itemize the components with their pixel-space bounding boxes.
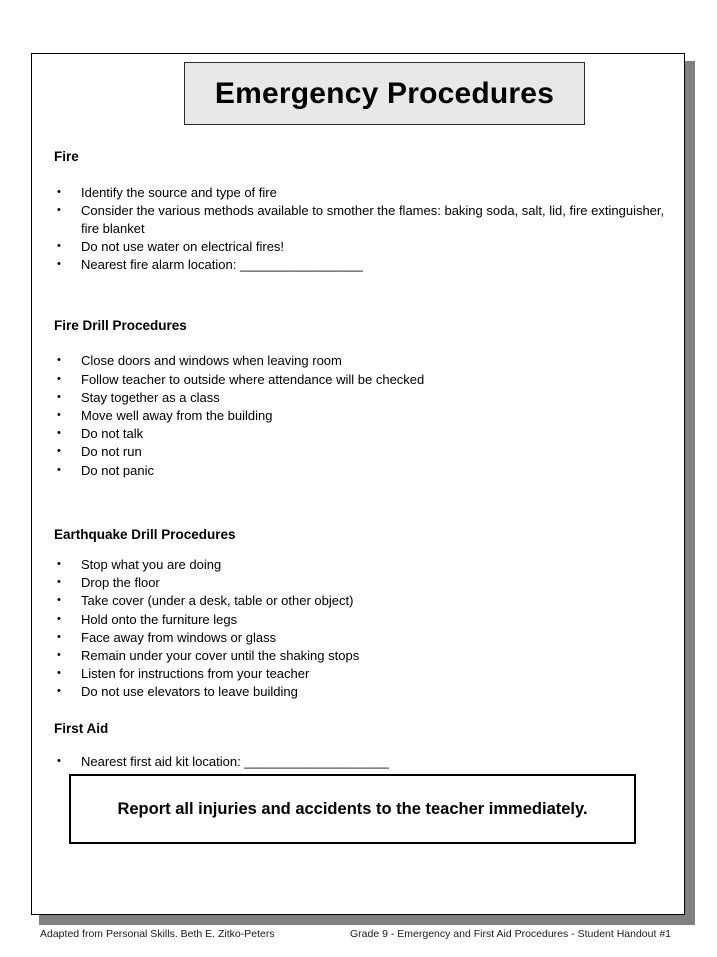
bullet-list-first-aid [54,753,674,770]
warning-callout-box [69,774,636,844]
list-item: • Stop what you are doing [54,556,674,573]
warning-text: Report all injuries and accidents to the teacher immediately. [117,799,588,818]
page-title: Emergency Procedures [214,76,555,110]
list-item: • Remain under your cover until the shaking stops [54,647,674,664]
list-item: • Do not use elevators to leave building [54,683,674,700]
list-item: • Identify the source and type of fire [54,184,674,201]
bullet-list-fire [54,184,674,273]
list-item: • Nearest fire alarm location: _________________ [54,256,674,273]
document-content [54,149,674,771]
section-fire-drill-procedures [54,318,674,479]
list-item: • Consider the various methods available to smother the flames: baking soda, salt, lid, fire extinguisher, fire blanket [54,202,674,236]
section-fire [54,149,674,273]
list-item: • Do not use water on electrical fires! [54,238,674,255]
list-item: • Do not talk [54,425,674,442]
list-item: • Move well away from the building [54,407,674,424]
list-item: • Drop the floor [54,574,674,591]
list-item: • Do not run [54,443,674,460]
section-heading-fire-drill-procedures: Fire Drill Procedures [54,318,187,334]
list-item: • Nearest first aid kit location: ____________________ [54,753,674,770]
page-footer [40,928,700,946]
section-heading-fire: Fire [54,149,79,164]
list-item: • Hold onto the furniture legs [54,611,674,628]
list-item: • Listen for instructions from your teacher [54,665,674,682]
list-item: • Follow teacher to outside where attendance will be checked [54,371,674,388]
list-item: • Take cover (under a desk, table or other object) [54,592,674,609]
list-item: • Stay together as a class [54,389,674,406]
footer-course-info: Grade 9 - Emergency and First Aid Procedures - Student Handout #1 [350,928,672,940]
section-first-aid [54,721,674,770]
section-earthquake-drill-procedures [54,527,674,701]
footer-attribution: Adapted from Personal Skills. Beth E. Zitko-Peters [40,928,275,940]
document-title-box [184,62,585,125]
list-item: • Face away from windows or glass [54,629,674,646]
list-item: • Do not panic [54,462,674,479]
list-item: • Close doors and windows when leaving room [54,352,674,369]
section-heading-earthquake-drill-procedures: Earthquake Drill Procedures [54,526,236,542]
bullet-list-earthquake-drill-procedures [54,556,674,701]
bullet-list-fire-drill-procedures [54,352,674,478]
section-heading-first-aid: First Aid [54,720,109,736]
